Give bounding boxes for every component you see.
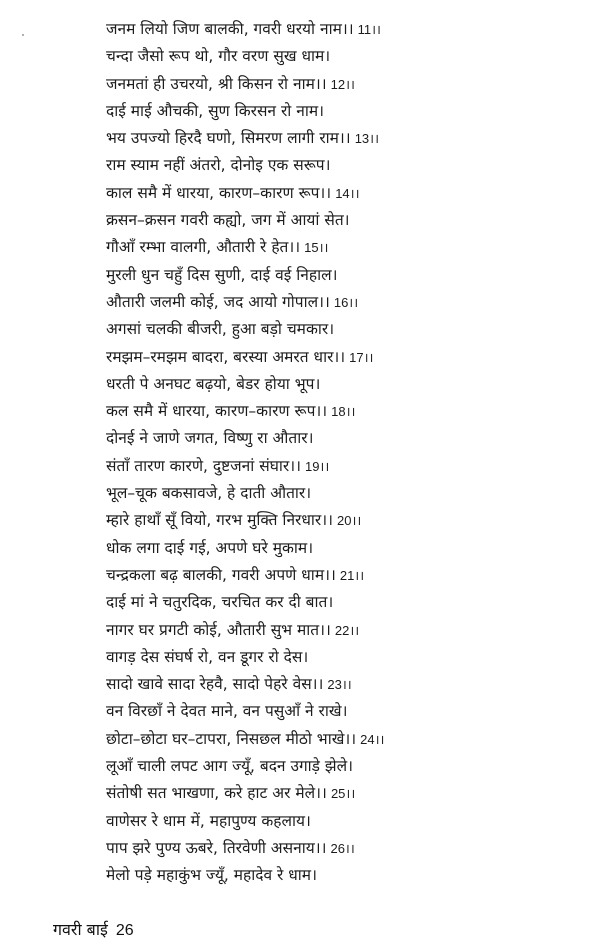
verse-text: दोनई ने जाणे जगत, विष्णु रा औतार। [106, 429, 314, 448]
verse-text: नागर घर प्रगटी कोई, औतारी सुभ मात।। [106, 620, 331, 639]
verse-block [106, 16, 586, 890]
verse-text: जनमतां ही उचरयो, श्री किसन रो नाम।। [106, 74, 327, 93]
verse-line [106, 535, 586, 562]
verse-line [106, 152, 586, 179]
verse-line [106, 207, 586, 234]
page-number: 26 [115, 922, 134, 939]
verse-line [106, 507, 586, 534]
verse-text: दाई मां ने चतुरदिक, चरचित कर दी बात। [106, 593, 334, 612]
verse-text: राम स्याम नहीं अंतरो, दोनोइ एक सरूप। [106, 156, 331, 175]
verse-text: चन्दा जैसो रूप थो, गौर वरण सुख धाम। [106, 47, 331, 66]
verse-line [106, 617, 586, 644]
scan-speck [22, 34, 24, 36]
verse-text: म्हारे हाथाँ सूँ वियो, गरभ मुक्ति निरधार।। [106, 511, 334, 530]
verse-line [106, 289, 586, 316]
verse-number: 19।। [304, 458, 330, 474]
verse-line [106, 71, 586, 98]
verse-number: 13।। [354, 131, 380, 147]
page-footer [53, 918, 134, 940]
verse-line [106, 262, 586, 289]
verse-line [106, 371, 586, 398]
verse-number: 25।। [330, 786, 356, 802]
verse-number: 22।। [334, 622, 360, 638]
verse-text: वागड़ देस संघर्ष रो, वन डूगर रो देस। [106, 647, 309, 666]
verse-line [106, 234, 586, 261]
verse-line [106, 726, 586, 753]
verse-number: 14।। [335, 185, 360, 201]
verse-text: लूआँ चाली लपट आग ज्यूँ, बदन उगाड़े झेले। [106, 757, 354, 776]
verse-text: चन्द्रकला बढ़ बालकी, गवरी अपणे धाम।। [106, 565, 336, 584]
verse-number: 17।। [349, 349, 374, 365]
verse-number: 26।। [330, 840, 355, 856]
footer-title: गवरी बाई [53, 920, 108, 939]
verse-text: रमझम–रमझम बादरा, बरस्या अमरत धार।। [106, 347, 346, 366]
verse-line [106, 344, 586, 371]
verse-text: कल समै में धारया, कारण–कारण रूप।। [106, 402, 328, 421]
verse-number: 12।। [330, 76, 355, 92]
verse-line [106, 316, 586, 343]
verse-text: संताँ तारण कारणे, दुष्टजनां संघार।। [106, 456, 301, 475]
verse-line [106, 862, 586, 889]
verse-text: धरती पे अनघट बढ़यो, बेडर होया भूप। [106, 374, 321, 393]
verse-text: दाई माई औचकी, सुण किरसन रो नाम। [106, 101, 324, 120]
verse-text: सादो खावे सादा रेहवै, सादो पेहरे वेस।। [106, 675, 324, 694]
verse-line [106, 16, 586, 43]
verse-line [106, 425, 586, 452]
verse-line [106, 43, 586, 70]
verse-text: जनम लियो जिण बालकी, गवरी धरयो नाम।। [106, 20, 354, 38]
verse-line [106, 589, 586, 616]
verse-text: पाप झरे पुण्य ऊबरे, तिरवेणी असनाय।। [106, 838, 327, 857]
verse-line [106, 398, 586, 425]
verse-text: अगसां चलकी बीजरी, हुआ बड़ो चमकार। [106, 320, 335, 339]
verse-number: 15।। [304, 240, 329, 256]
verse-text: भय उपज्यो हिरदै घणो, सिमरण लागी राम।। [106, 129, 351, 148]
verse-line [106, 562, 586, 589]
verse-number: 11।। [357, 22, 381, 37]
verse-line [106, 671, 586, 698]
verse-number: 20।। [337, 513, 362, 529]
verse-text: संतोषी सत भाखणा, करे हाट अर मेले।। [106, 784, 327, 803]
verse-line [106, 808, 586, 835]
verse-text: छोटा–छोटा घर–टापरा, निसछल मीठो भाखे।। [106, 729, 357, 748]
verse-text: धोक लगा दाई गई, अपणे घरे मुकाम। [106, 538, 314, 557]
verse-text: भूल–चूक बकसावजे, हे दाती औतार। [106, 484, 312, 503]
verse-line [106, 98, 586, 125]
verse-line [106, 835, 586, 862]
verse-text: काल समै में धारया, कारण–कारण रूप।। [106, 183, 332, 202]
verse-number: 24।। [360, 731, 385, 747]
verse-number: 23।। [327, 677, 352, 693]
verse-line [106, 480, 586, 507]
verse-line [106, 780, 586, 807]
verse-number: 21।। [339, 567, 365, 583]
verse-text: मुरली धुन चहुँ दिस सुणी, दाई वई निहाल। [106, 265, 338, 284]
verse-text: गौआँ रम्भा वालगी, औतारी रे हेत।। [106, 238, 301, 257]
verse-line [106, 453, 586, 480]
verse-text: औतारी जलमी कोई, जद आयो गोपाल।। [106, 292, 330, 311]
verse-number: 16।। [333, 294, 359, 310]
verse-line [106, 644, 586, 671]
verse-number: 18।। [331, 404, 356, 420]
verse-line [106, 698, 586, 725]
verse-line [106, 753, 586, 780]
verse-text: मेलो पड़े महाकुंभ ज्यूँ, महादेव रे धाम। [106, 866, 317, 885]
verse-line [106, 180, 586, 207]
verse-text: क्रसन–क्रसन गवरी कह्यो, जग में आयां सेत। [106, 211, 350, 230]
verse-text: वाणेसर रे धाम में, महापुण्य कहलाय। [106, 811, 311, 830]
verse-text: वन विरछाँ ने देवत माने, वन पसुआँ ने राखे। [106, 702, 348, 721]
verse-line [106, 125, 586, 152]
